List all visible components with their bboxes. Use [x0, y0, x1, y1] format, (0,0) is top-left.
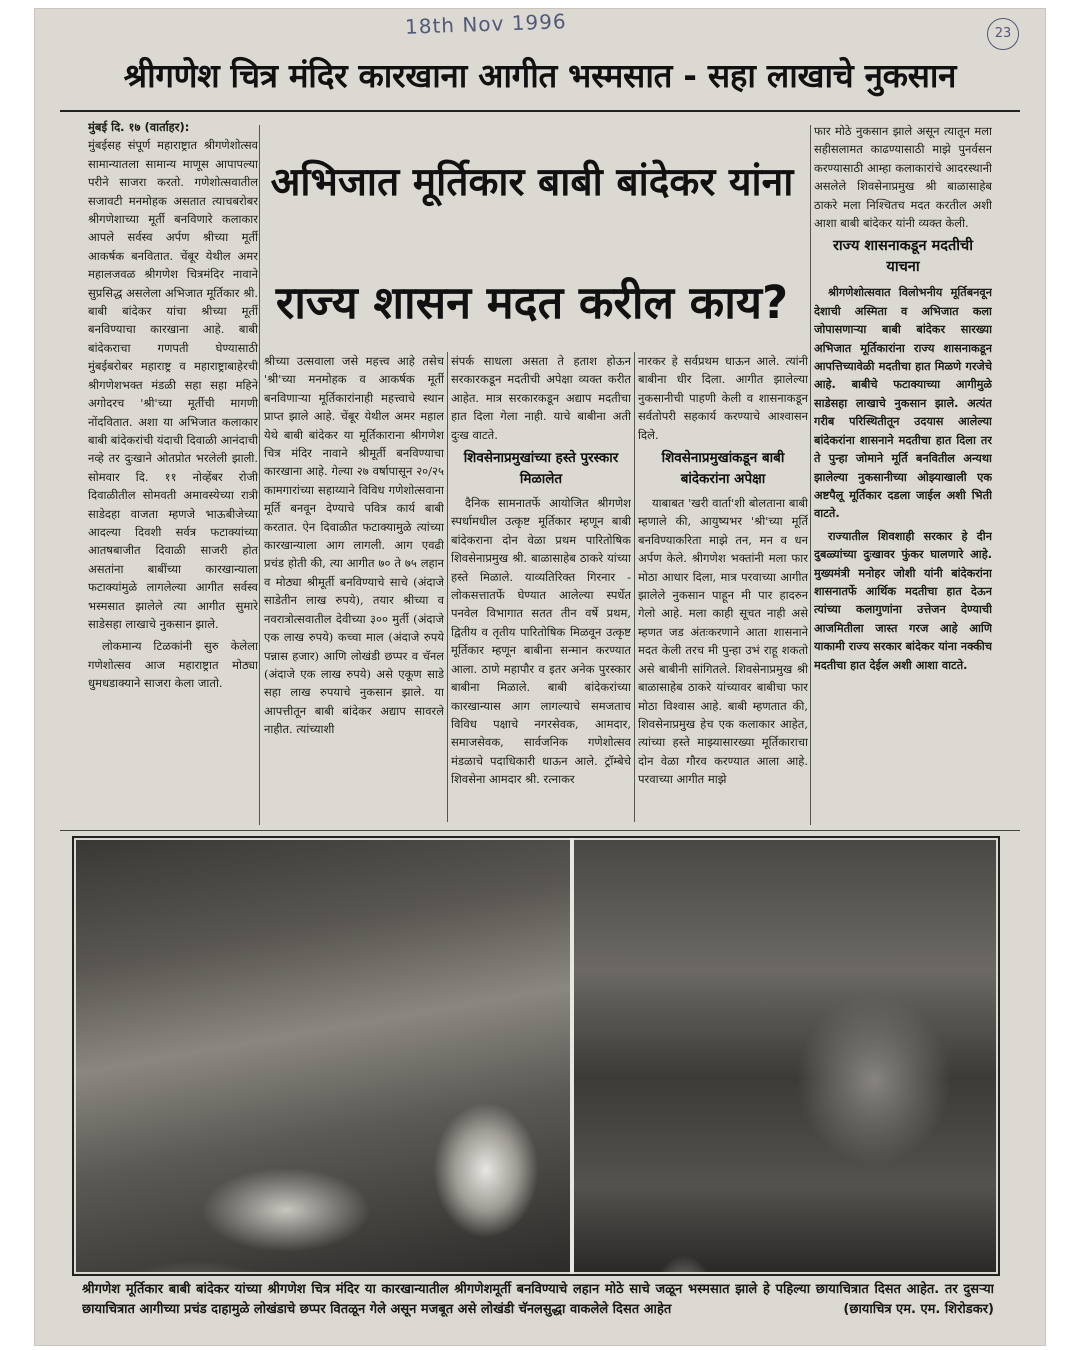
handwritten-date: 18th Nov 1996 — [404, 9, 567, 39]
dateline: मुंबई दि. १७ (वार्ताहर): — [88, 120, 190, 134]
col3-body: दैनिक सामनातर्फे आयोजित श्रीगणेश स्पर्धामधील उत्कृष्ट मूर्तिकार म्हणून बाबी बांदेकराना दोन वेळा प्रथम पारितोषिक शिवसेनाप्रमुख श्री. बाळासाहेब ठाकरे यांच्या हस्ते मिळाले. याव्यतिरिक्त गिरनार - लोकसत्तातर्फे घेण्यात आलेल्या स्पर्धेत पनवेल विभागात सतत तीन वर्षे प्रथम, द्वितीय व तृतीय पारितोषिक मिळवून उत्कृष्ट मूर्तिकार म्हणून बाबीना सन्मान करण्यात आला. ठाणे महापौर व इतर अनेक पुरस्कार बाबीना मिळाले. बाबी बांदेकरांच्या कारखान्यास आग लागल्याचे समजताच विविध पक्षाचे नगरसेवक, आमदार, समाजसेवक, सार्वजनिक गणेशोत्सव मंडळाचे पदाधिकारी धाऊन आले. ट्रॉम्बेचे शिवसेना आमदार श्री. रत्नाकर — [451, 496, 631, 787]
subheadline-line1: अभिजात मूर्तिकार बाबी बांदेकर यांना — [270, 160, 794, 205]
col4-top: नारकर हे सर्वप्रथम धाऊन आले. त्यांनी बाबीना धीर दिला. आगीत झालेल्या नुकसानीची पाहणी केली व शासनाकडून सर्वतोपरी सहकार्य करण्याचे आश्वासन दिले. — [638, 354, 808, 442]
column-divider-4 — [810, 125, 811, 825]
column-5 — [814, 122, 992, 830]
col5-top: फार मोठे नुकसान झाले असून त्यातून मला सहीसलामत काढण्यासाठी माझे पुनर्वसन करण्यासाठी आम्हा कलाकारांचे आदरस्थानी असलेले शिवसेनाप्रमुख श्री बाळासाहेब ठाकरे मला निश्चितच मदत करतील अशी आशा बाबी बांदेकर यांनी व्यक्त केली. — [814, 124, 992, 231]
col1-para2: लोकमान्य टिळकांनी सुरु केलेला गणेशोत्सव आज महाराष्ट्रात मोठ्या धुमधडाक्याने साजरा केला जातो. — [88, 639, 258, 691]
col4-body: याबाबत 'खरी वार्ता'शी बोलताना बाबी म्हणाले की, आयुष्यभर 'श्री'च्या मूर्ति बनविण्याकरिता माझे तन, मन व धन अर्पण केले. श्रीगणेश भक्तांनी मला फार मोठा आधार दिला, मात्र परवाच्या आगीत झालेले नुकसान पाहून मी पार हादरुन गेलो आहे. मला काही सूचत नाही असे म्हणत जड अंतःकरणाने आता शासनाने मदत केली तरच मी पुन्हा उभं राहू शकतो असे बाबीनी सांगितले. शिवसेनाप्रमुख श्री बाळासाहेब ठाकरे यांच्यावर बाबीचा फार मोठा विश्वास आहे. बाबी म्हणतात की, शिवसेनाप्रमुख हेच एक कलाकार आहेत, त्यांच्या हस्ते माझ्यासारख्या मूर्तिकाराचा दोन वेळा गौरव करण्यात आला आहे. परवाच्या आगीत माझे — [638, 496, 808, 787]
column-divider-3 — [634, 352, 635, 822]
col3-top: संपर्क साधला असता ते हताश होऊन सरकारकडून मदतीची अपेक्षा व्यक्त करीत आहेत. मात्र सरकारकडून अद्याप मदतीचा हात दिला गेला नाही. याचे बाबीना अती दुःख वाटते. — [451, 354, 631, 442]
caption-text: श्रीगणेश मूर्तिकार बाबी बांदेकर यांच्या श्रीगणेश चित्र मंदिर या कारखान्यातील श्रीगणेशमूर्ती बनविण्याचे लहान मोठे साचे जळून भस्मसात झाले हे पहिल्या छायाचित्रात दिसत आहेत. तर दुसऱ्या छायाचित्रात आगीच्या प्रचंड दाहामुळे लोखंडाचे छप्पर वितळून गेले असून मजबूत असे लोखंडी चॅनलसुद्धा वाकलेले दिसत आहेत — [82, 1282, 994, 1317]
col5-subhead: राज्य शासनाकडून मदतीची याचना — [832, 238, 973, 276]
col2-text: श्रीच्या उत्सवाला जसे महत्त्व आहे तसेच 'श्री'च्या मनमोहक व आकर्षक मूर्ती बनविणाऱ्या मूर्तिकारांनाही महत्त्वाचे स्थान प्राप्त झाले आहे. चेंबूर येथील अमर महाल येथे बाबी बांदेकर या मूर्तिकाराना श्रीगणेश चित्र मंदिर नावाने श्रीमूर्ती बनविण्याचा कारखाना आहे. गेल्या २७ वर्षापासून २०/२५ कामगारांच्या सहाय्याने विविध गणेशोत्सवाना मूर्ति बनवून देण्याचे पवित्र कार्य बाबी करतात. ऐन दिवाळीत फटाक्यामुळे त्यांच्या कारखान्याला आग लागली. आग एवढी प्रचंड होती की, त्या आगीत ७० ते ७५ लहान व मोठ्या श्रीमूर्ती बनविण्याचे साचे (अंदाजे साडेतीन लाख रुपये), तयार श्रीच्या व नवरात्रोत्सवातील देवीच्या ३०० मुर्ती (अंदाजे एक लाख रुपये) कच्चा माल (अंदाजे रुपये पन्नास हजार) आणि लोखंडी छप्पर व चॅनल (अंदाजे एक लाख रुपये) असे एकूण साडे सहा लाख रुपयाचे नुकसान झाले. या आपत्तीतून बाबी बांदेकर अद्याप सावरले नाहीत. त्यांच्याशी — [264, 354, 444, 737]
col5-body2: राज्यातील शिवशाही सरकार हे दीन दुबळ्यांच्या दुःखावर फुंकर घालणारे आहे. मुख्यमंत्री मनोहर जोशी यांनी बांदेकरांना शासनातर्फे आर्थिक मदतीचा हात देऊन त्यांच्या कलागुणांना उत्तेजन देण्याची आजमितीला जास्त गरज आहे आणि याकामी राज्य सरकार बांदेकर यांना नक्कीच मदतीचा हात देईल अशी आशा वाटते. — [814, 529, 992, 672]
photo-credit: (छायाचित्र एम. एम. शिरोडकर) — [843, 1302, 994, 1317]
col1-para1: मुंबईसह संपूर्ण महाराष्ट्रात श्रीगणेशोत्सव सामान्यातला सामान्य माणूस आपापल्या परीने साजरा करतो. गणेशोत्सवातील सजावटी मनमोहक असतात त्याचबरोबर श्रीगणेशाच्या मूर्ती बनविणारे कलाकार आपले सर्वस्व अर्पण श्रीच्या मूर्ती आकर्षक बनवितात. चेंबूर येथील अमर महालजवळ श्रीगणेश चित्रमंदिर नावाने सुप्रसिद्ध असलेला अभिजात मूर्तिकार श्री. बाबी बांदेकर यांचा श्रीच्या मूर्ती बनविण्याचा कारखाना आहे. बाबी बांदेकराचा गणपती घेण्यासाठी मुंबईबरोबर महाराष्ट्र व महाराष्ट्राबाहेरची श्रीगणेशभक्त मंडळी सहा सहा महिने अगोदरच 'श्री'च्या मूर्तीची मागणी नोंदवितात. अशा या अभिजात कलाकार बाबी बांदेकरांची यंदाची दिवाळी आनंदाची नव्हे तर दुःखाने ओतप्रोत भरलेली झाली. सोमवार दि. ११ नोव्हेंबर रोजी दिवाळीतील सोमवती अमावस्येच्या रात्री साडेदहा वाजता म्हणजे भाऊबीजेच्या आदल्या दिवशी सर्वत्र फटाक्यांच्या आतषबाजीत दिवाळी साजरी होत असतांना बाबींच्या कारखान्याला फटाक्यांमुळे लागलेल्या आगीत सर्वस्व भस्मसात झालेले त्या आगीत सुमारे साडेसहा लाखाचे नुकसान झाले. — [88, 138, 258, 631]
column-divider-2 — [447, 352, 448, 822]
fire-damage-photo-left — [76, 840, 570, 1272]
column-2 — [264, 352, 444, 830]
headline-rule — [60, 110, 1020, 112]
main-headline: श्रीगणेश चित्र मंदिर कारखाना आगीत भस्मसात - सहा लाखाचे नुकसान — [123, 56, 957, 95]
page-number-circle: 23 — [987, 18, 1019, 50]
fire-damage-photo-right — [574, 840, 996, 1272]
column-1 — [88, 118, 258, 830]
column-3 — [451, 352, 631, 830]
col4-subhead: शिवसेनाप्रमुखांकडून बाबी बांदेकरांना अपेक्षा — [661, 450, 785, 488]
photo-caption — [82, 1280, 994, 1346]
photos-top-rule — [60, 830, 1020, 831]
col5-body1: श्रीगणेशोत्सवात विलोभनीय मूर्तिबनवून देशाची अस्मिता व अभिजात कला जोपासणाऱ्या बाबी बांदेकर सारख्या अभिजात मूर्तिकारांना राज्य शासनाकडून आपत्तिच्यावेळी मदतीचा हात मिळणे गरजेचे आहे. बाबीचे फटाक्याच्या आगीमुळे साडेसहा लाखाचे नुकसान झाले. अत्यंत गरीब परिस्थितीतून उदयास आलेल्या बांदेकरांना शासनाने मदतीचा हात दिला तर ते पुन्हा जोमाने मूर्ति बनवितील अन्यथा झालेल्या नुकसानीच्या ओझ्याखाली एक अष्टपैलू मूर्तिकार दडला जाईल अशी भिती वाटते. — [814, 286, 992, 521]
col3-subhead: शिवसेनाप्रमुखांच्या हस्ते पुरस्कार मिळालेत — [463, 450, 619, 488]
column-divider-1 — [259, 125, 260, 825]
column-4 — [638, 352, 808, 830]
photo-separator — [570, 838, 574, 1274]
subheadline-line2: राज्य शासन मदत करील काय? — [275, 276, 789, 329]
